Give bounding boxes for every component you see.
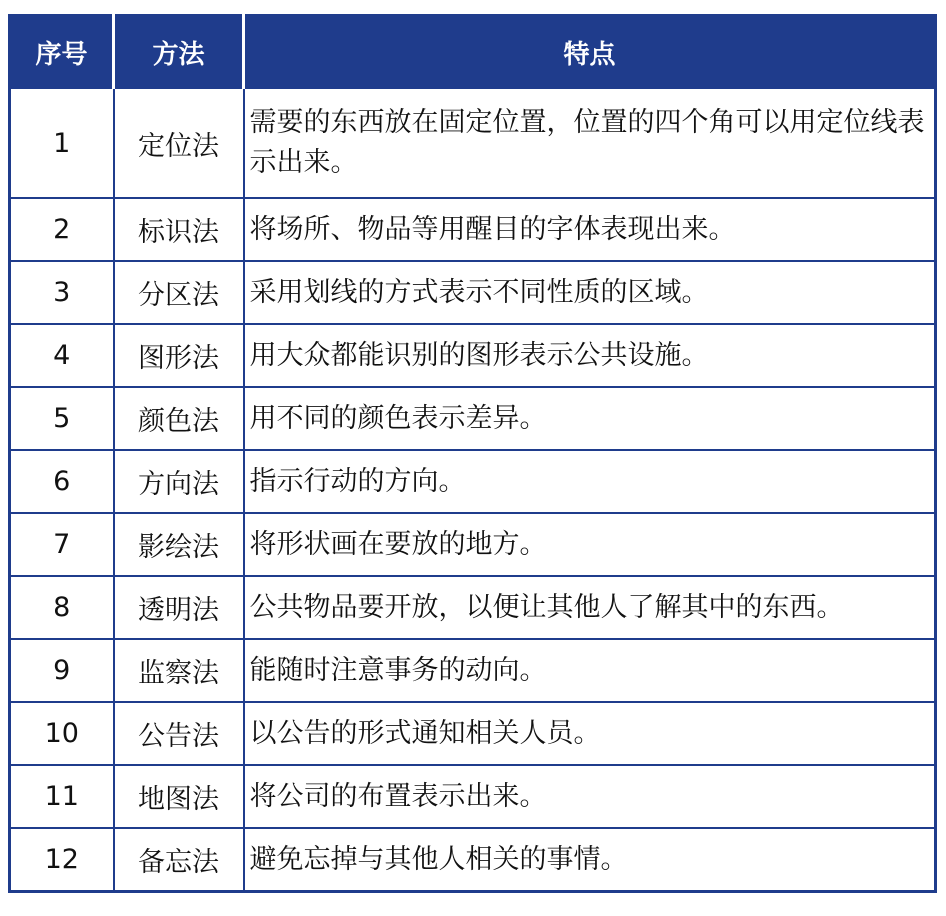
row-number: 11 (10, 765, 114, 828)
row-feature: 将场所、物品等用醒目的字体表现出来。 (244, 198, 936, 261)
row-method: 地图法 (114, 765, 244, 828)
header-method: 方法 (114, 16, 244, 89)
row-feature: 采用划线的方式表示不同性质的区域。 (244, 261, 936, 324)
row-feature: 将公司的布置表示出来。 (244, 765, 936, 828)
table-row (10, 828, 936, 892)
row-method: 监察法 (114, 639, 244, 702)
table-row (10, 765, 936, 828)
row-method: 图形法 (114, 324, 244, 387)
table-row (10, 324, 936, 387)
row-number: 4 (10, 324, 114, 387)
row-feature: 公共物品要开放，以便让其他人了解其中的东西。 (244, 576, 936, 639)
row-number: 12 (10, 828, 114, 892)
table-row (10, 576, 936, 639)
row-number: 10 (10, 702, 114, 765)
row-method: 影绘法 (114, 513, 244, 576)
table-row (10, 261, 936, 324)
table-row (10, 639, 936, 702)
table-header-row (10, 16, 936, 89)
row-number: 1 (10, 88, 114, 198)
row-method: 标识法 (114, 198, 244, 261)
table-row (10, 198, 936, 261)
methods-table (8, 14, 937, 893)
header-number: 序号 (10, 16, 114, 89)
row-method: 定位法 (114, 88, 244, 198)
row-number: 7 (10, 513, 114, 576)
table-row (10, 387, 936, 450)
row-method: 备忘法 (114, 828, 244, 892)
row-feature: 将形状画在要放的地方。 (244, 513, 936, 576)
row-feature: 指示行动的方向。 (244, 450, 936, 513)
row-feature: 避免忘掉与其他人相关的事情。 (244, 828, 936, 892)
row-method: 方向法 (114, 450, 244, 513)
table-row (10, 513, 936, 576)
header-feature: 特点 (244, 16, 936, 89)
row-method: 颜色法 (114, 387, 244, 450)
row-feature: 用不同的颜色表示差异。 (244, 387, 936, 450)
row-feature: 用大众都能识别的图形表示公共设施。 (244, 324, 936, 387)
row-feature: 需要的东西放在固定位置，位置的四个角可以用定位线表示出来。 (244, 88, 936, 198)
row-number: 2 (10, 198, 114, 261)
row-feature: 能随时注意事务的动向。 (244, 639, 936, 702)
row-number: 9 (10, 639, 114, 702)
row-number: 6 (10, 450, 114, 513)
row-feature: 以公告的形式通知相关人员。 (244, 702, 936, 765)
row-number: 3 (10, 261, 114, 324)
table-row (10, 702, 936, 765)
table-row (10, 450, 936, 513)
row-number: 8 (10, 576, 114, 639)
row-number: 5 (10, 387, 114, 450)
row-method: 公告法 (114, 702, 244, 765)
row-method: 透明法 (114, 576, 244, 639)
methods-table-container (8, 14, 934, 893)
row-method: 分区法 (114, 261, 244, 324)
table-row (10, 88, 936, 198)
